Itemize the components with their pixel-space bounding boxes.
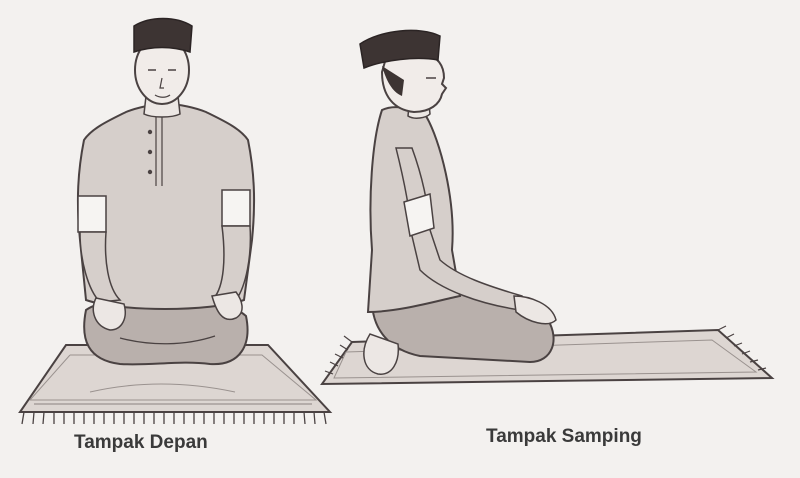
side-view-figure <box>322 30 772 384</box>
caption-front-view: Tampak Depan <box>74 432 208 453</box>
front-view-figure <box>20 19 330 425</box>
front-peci-cap <box>134 19 192 53</box>
caption-side-view: Tampak Samping <box>486 426 642 447</box>
